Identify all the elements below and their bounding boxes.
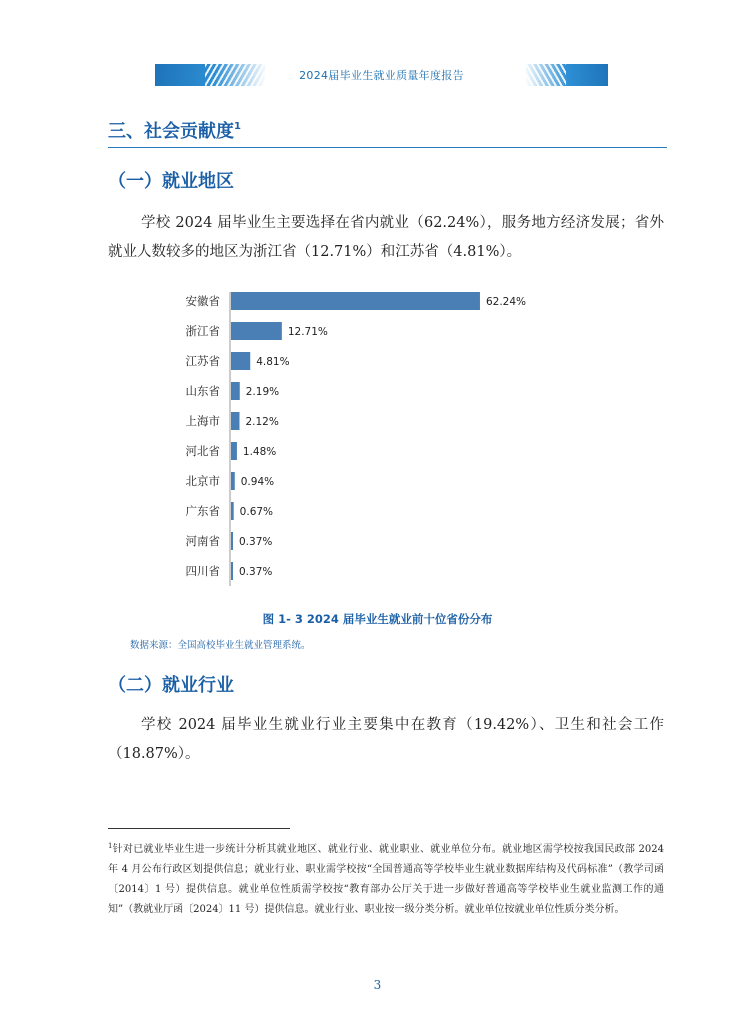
category-label: 江苏省: [185, 354, 220, 368]
value-label: 0.94%: [240, 476, 275, 488]
category-label: 安徽省: [185, 294, 220, 308]
category-label: 广东省: [185, 504, 220, 518]
bar: [231, 442, 237, 460]
value-label: 0.67%: [239, 506, 274, 518]
bar: [231, 502, 234, 520]
data-source-note: 数据来源：全国高校毕业生就业管理系统。: [130, 640, 311, 651]
figure-caption: 图 1- 3 2024 届毕业生就业前十位省份分布: [262, 612, 493, 626]
category-label: 浙江省: [185, 324, 220, 338]
region-paragraph: 学校 2024 届毕业生主要选择在省内就业（62.24%），服务地方经济发展；省外就业人数较多的地区为浙江省（12.71%）和江苏省（4.81%）。: [108, 215, 664, 260]
value-label: 2.12%: [245, 416, 279, 428]
subsection-title-region: （一）就业地区: [108, 171, 234, 192]
page-number: 3: [373, 978, 382, 992]
header-band: [155, 64, 608, 86]
category-label: 山东省: [185, 384, 220, 398]
bar: [231, 382, 240, 400]
value-label: 1.48%: [242, 446, 277, 458]
province-bar-chart: [170, 288, 570, 588]
bar: [231, 352, 250, 370]
section-divider: [108, 147, 667, 148]
chart-svg: [170, 288, 570, 588]
value-label: 12.71%: [287, 326, 328, 338]
category-label: 四川省: [185, 564, 220, 578]
bar: [231, 322, 282, 340]
industry-paragraph: 学校 2024 届毕业生就业行业主要集中在教育（19.42%）、卫生和社会工作（18.87%）。: [108, 717, 664, 762]
bar: [231, 562, 233, 580]
subsection-title-industry: （二）就业行业: [108, 675, 234, 696]
value-label: 0.37%: [239, 566, 273, 578]
bar: [231, 412, 239, 430]
category-label: 北京市: [185, 474, 220, 488]
bar: [231, 472, 235, 490]
footnote-ref[interactable]: 1: [234, 121, 241, 132]
footnote-divider: [108, 828, 290, 829]
value-label: 4.81%: [256, 356, 290, 368]
category-label: 河南省: [185, 534, 220, 548]
value-label: 2.19%: [245, 386, 280, 398]
value-label: 0.37%: [239, 536, 273, 548]
footnote-text: 针对已就业毕业生进一步统计分析其就业地区、就业行业、就业职业、就业单位分布。就业地区需学校按我国民政部 2024 年 4 月公布行政区划提供信息；就业行业、职业需学校按“全国普通高等学校毕业生就业数据库结构及代码标准”（教学司函〔2014〕1 号）提供信息。就业单位性质需学校按“教育部办公厅关于进一步做好普通高等学校毕业生就业监测工作的通知”（教就业厅函〔2024〕11 号）提供信息。就业行业、职业按一级分类分析。就业单位按就业单位性质分类分析。: [108, 844, 664, 915]
value-label: 62.24%: [485, 296, 527, 308]
footnote: [108, 836, 664, 920]
section-title: [108, 117, 241, 143]
report-header-title: 2024届毕业生就业质量年度报告: [299, 69, 464, 82]
section-title-text: 三、社会贡献度: [108, 121, 234, 142]
bar: [231, 292, 480, 310]
category-label: 上海市: [185, 414, 220, 428]
bar: [231, 532, 233, 550]
footnote-mark: 1: [108, 842, 113, 850]
category-label: 河北省: [185, 444, 220, 458]
